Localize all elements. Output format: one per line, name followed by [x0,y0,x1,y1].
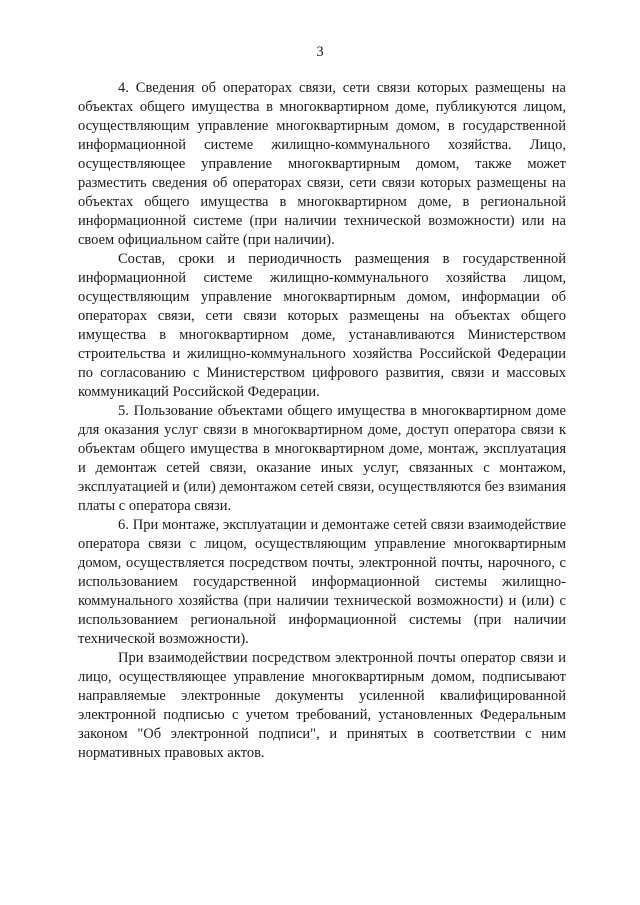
paragraph-6-interaction: 6. При монтаже, эксплуатации и демонтаже сетей связи взаимодействие оператора связи с лицом, осуществляющим управление многоквартирным домом, осуществляется посредством почты, электронной почты, нарочного, с использованием государственной информационной системы жилищно-коммунального хозяйства (при наличии технической возможности) и (или) с использованием региональной информационной системы (при наличии технической возможности). [78,517,566,647]
document-body [78,79,566,763]
page-number: 3 [316,44,324,60]
paragraph-composition-terms: Состав, сроки и периодичность размещения в государственной информационной системе жилищно-коммунального хозяйства лицом, осуществляющим управление многоквартирным домом, информации об операторах связи, сети связи которых размещены на объектах общего имущества в многоквартирном доме, устанавливаются Министерством строительства и жилищно-коммунального хозяйства Российской Федерации по согласованию с Министерством цифрового развития, связи и массовых коммуникаций Российской Федерации. [78,251,566,400]
paragraph-4-operators-info: 4. Сведения об операторах связи, сети связи которых размещены на объектах общего имущества в многоквартирном доме, публикуются лицом, осуществляющим управление многоквартирным домом, в государственной информационной системе жилищно-коммунального хозяйства. Лицо, осуществляющее управление многоквартирным домом, также может разместить сведения об операторах связи, сети связи которых размещены на объектах общего имущества в многоквартирном доме, в региональной информационной системе (при наличии технической возможности) или на своем официальном сайте (при наличии). [78,80,566,248]
paragraph-5-use-of-property: 5. Пользование объектами общего имущества в многоквартирном доме для оказания услуг связи в многоквартирном доме, доступ оператора связи к объектам общего имущества в многоквартирном доме, монтаж, эксплуатация и демонтаж сетей связи, оказание иных услуг, связанных с монтажом, эксплуатацией и (или) демонтажом сетей связи, осуществляются без взимания платы с оператора связи. [78,403,566,514]
paragraph-electronic-signature: При взаимодействии посредством электронной почты оператор связи и лицо, осуществляющее управление многоквартирным домом, подписывают направляемые электронные документы усиленной квалифицированной электронной подписью с учетом требований, установленных Федеральным законом "Об электронной подписи", и принятых в соответствии с ним нормативных правовых актов. [78,650,566,761]
